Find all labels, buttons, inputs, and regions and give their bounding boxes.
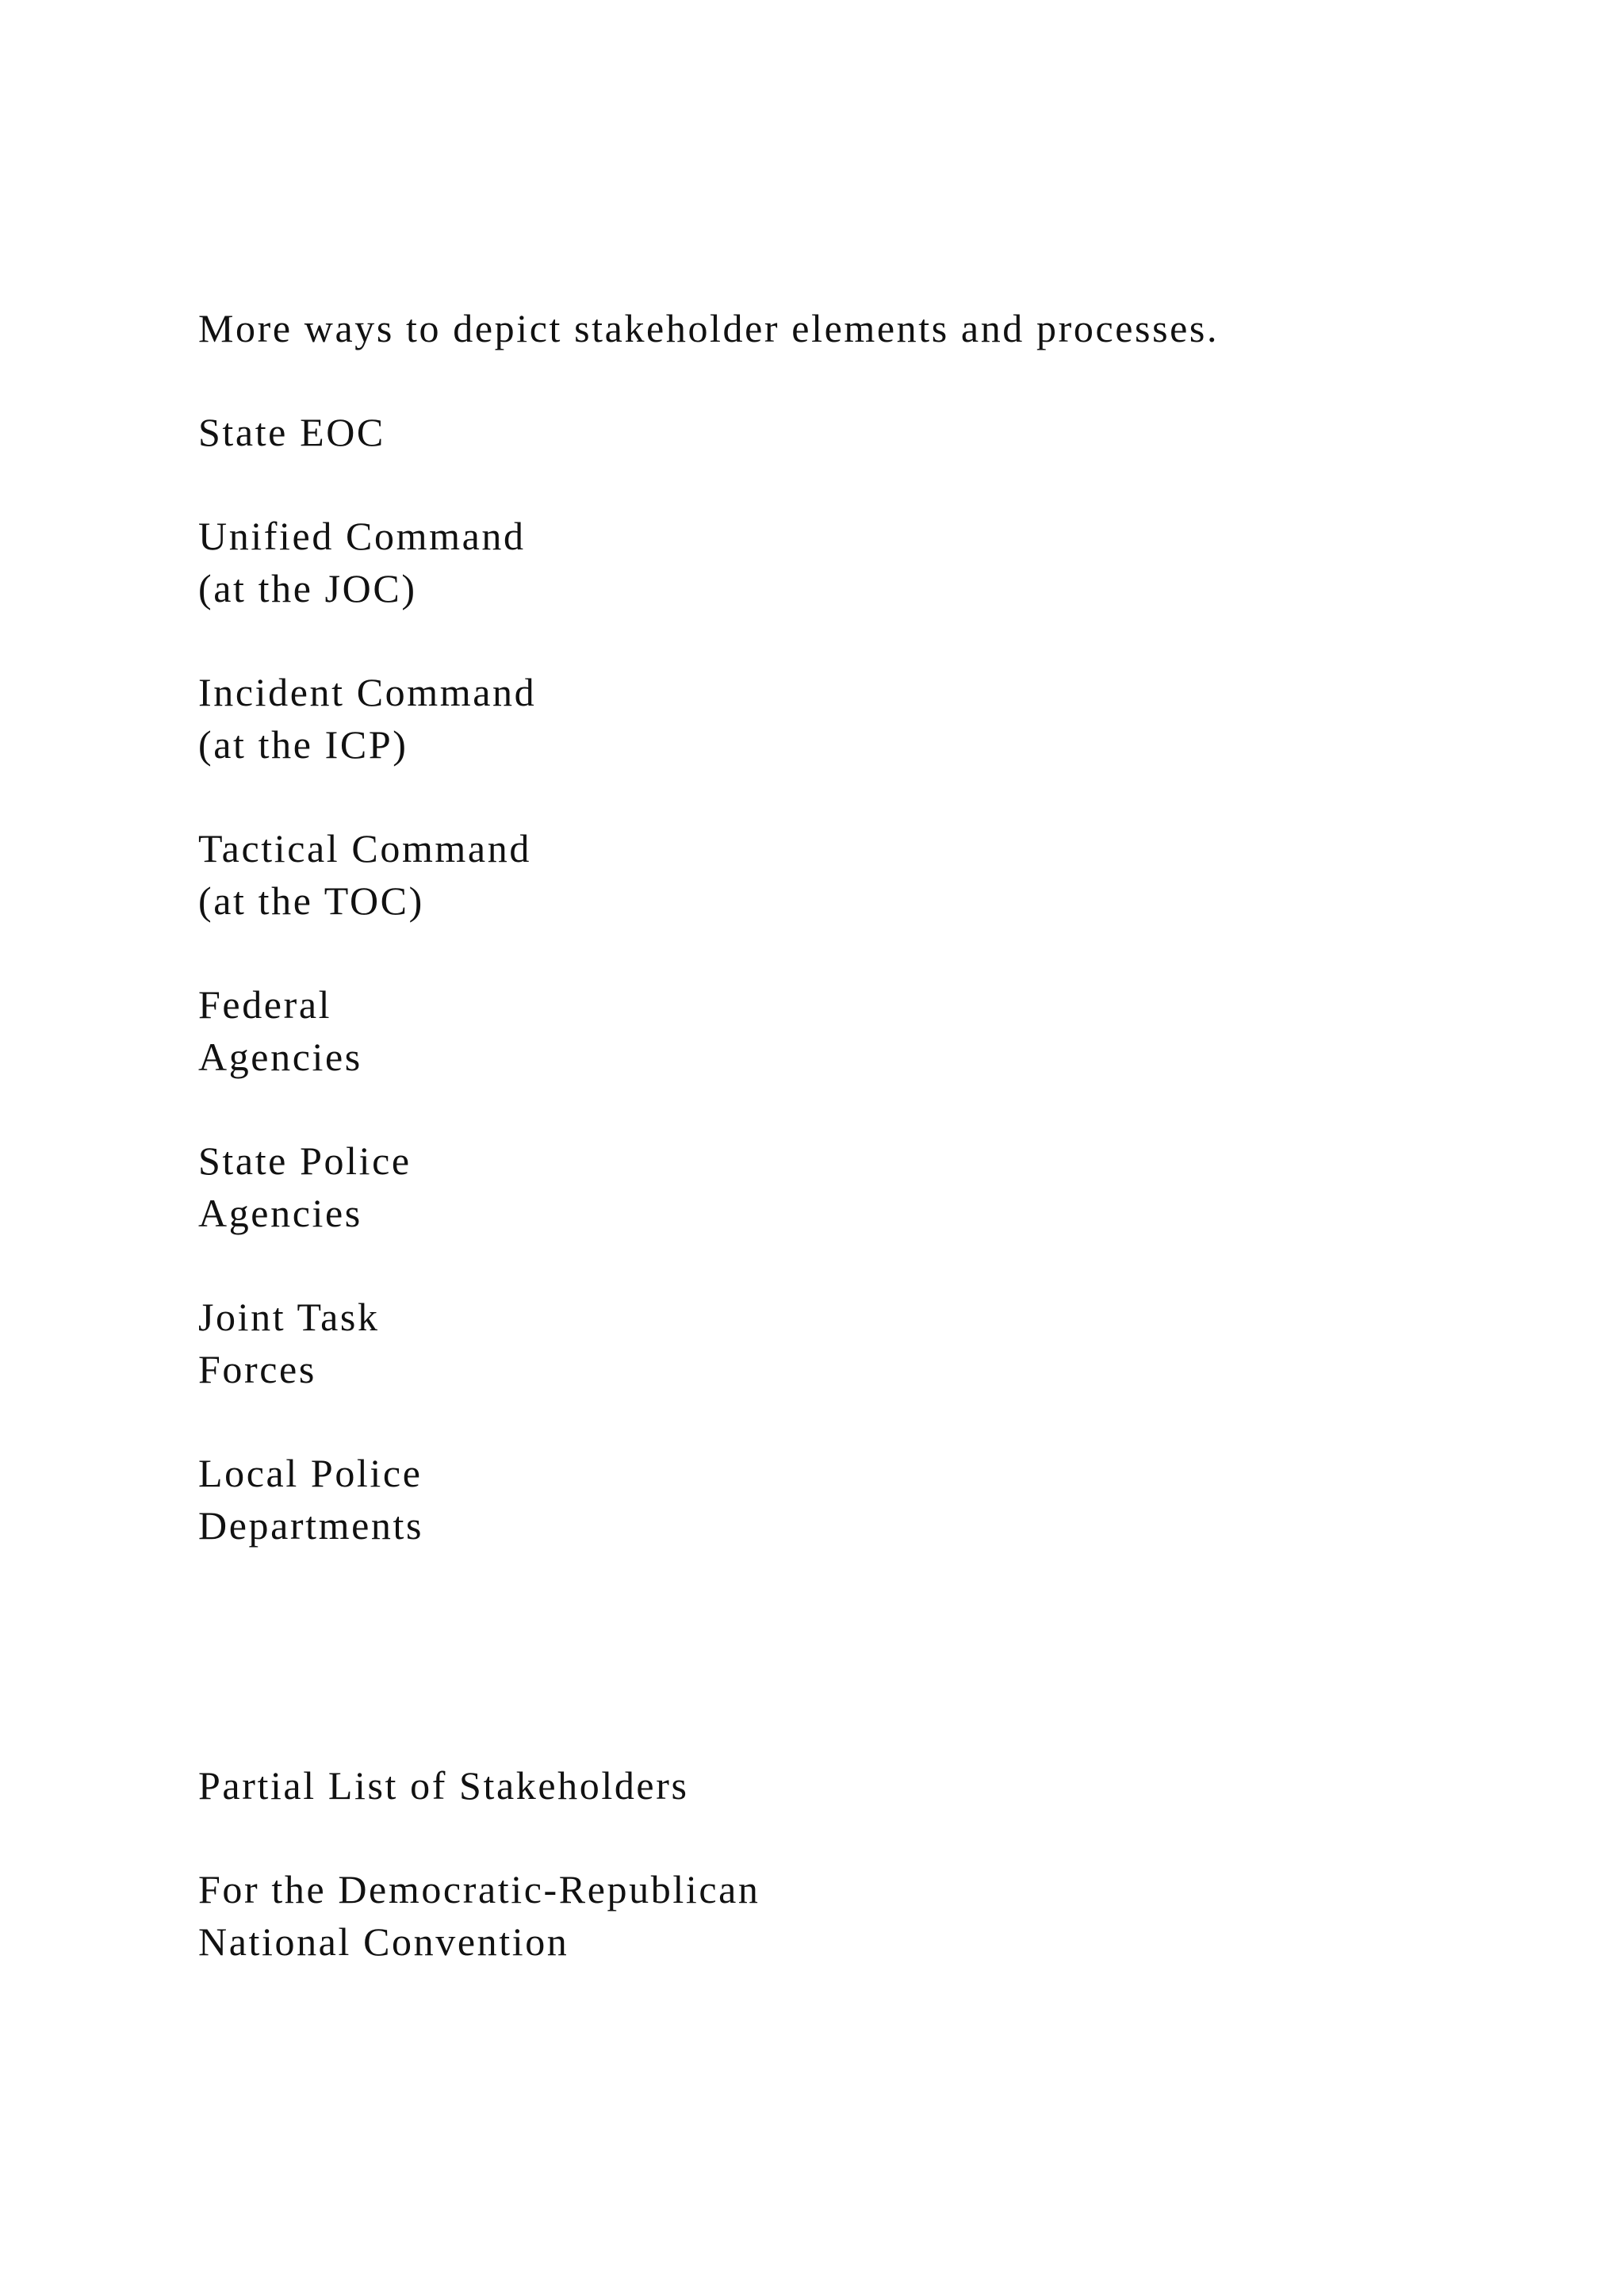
item-unified-command: Unified Command	[198, 514, 526, 558]
item-state-police-line2: Agencies	[198, 1191, 362, 1235]
intro-text: More ways to depict stakeholder elements and processes.	[198, 306, 1220, 350]
item-local-police: Local Police	[198, 1451, 423, 1495]
item-unified-command-location: (at the JOC)	[198, 566, 417, 610]
convention-line-1: For the Democratic-Republican	[198, 1867, 760, 1911]
item-federal-agencies: Federal	[198, 982, 332, 1027]
item-incident-command-location: (at the ICP)	[198, 722, 408, 767]
item-incident-command: Incident Command	[198, 670, 537, 714]
item-joint-task-forces: Joint Task	[198, 1295, 380, 1339]
item-tactical-command: Tactical Command	[198, 826, 531, 871]
item-local-police-line2: Departments	[198, 1503, 424, 1548]
item-state-eoc: State EOC	[198, 410, 385, 454]
item-joint-task-forces-line2: Forces	[198, 1347, 316, 1391]
item-federal-agencies-line2: Agencies	[198, 1035, 362, 1079]
convention-line-2: National Convention	[198, 1919, 569, 1964]
item-state-police: State Police	[198, 1138, 412, 1183]
list-title: Partial List of Stakeholders	[198, 1763, 689, 1808]
item-tactical-command-location: (at the TOC)	[198, 878, 424, 923]
